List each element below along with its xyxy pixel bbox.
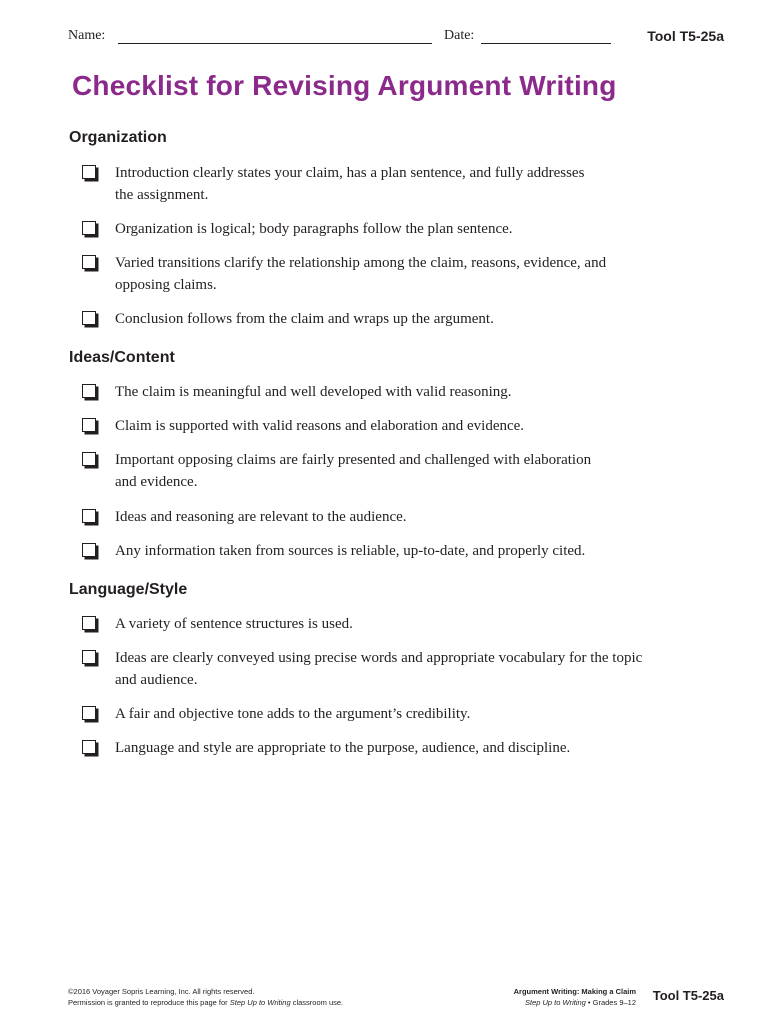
section-heading-language-style: Language/Style	[69, 581, 188, 598]
tool-id: Tool T5-25a	[647, 28, 724, 44]
footer-tool-id: Tool T5-25a	[652, 988, 724, 1003]
name-field[interactable]	[118, 43, 432, 44]
copyright-text: ©2016 Voyager Sopris Learning, Inc. All rights reserved.	[68, 987, 255, 996]
checklist-item-text: A fair and objective tone adds to the argument’s credibility.	[115, 706, 471, 722]
checklist-item[interactable]	[82, 506, 702, 528]
footer-copyright	[68, 986, 343, 1008]
checklist-item-text: Organization is logical; body paragraphs follow the plan sentence.	[115, 221, 513, 237]
checklist-item-text: Introduction clearly states your claim, has a plan sentence, and fully addresses the assignment.	[115, 165, 585, 203]
series-grades: Step Up to Writing • Grades 9–12	[524, 998, 636, 1007]
checklist-item-text: Varied transitions clarify the relationship among the claim, reasons, evidence, and opposing claims.	[115, 255, 607, 293]
checkbox[interactable]	[82, 706, 96, 720]
checklist-item[interactable]	[82, 737, 702, 759]
checkbox[interactable]	[82, 255, 96, 269]
checklist-item-text: Claim is supported with valid reasons and elaboration and evidence.	[115, 418, 525, 434]
checklist-item-text: The claim is meaningful and well developed with valid reasoning.	[115, 384, 512, 400]
checkbox[interactable]	[82, 543, 96, 557]
checklist-item[interactable]	[82, 218, 702, 240]
checkbox[interactable]	[82, 418, 96, 432]
checklist-item[interactable]	[82, 162, 702, 206]
checklist-item-text: Ideas are clearly conveyed using precise words and appropriate vocabulary for the topic and audience.	[115, 650, 643, 688]
checkbox[interactable]	[82, 311, 96, 325]
checkbox[interactable]	[82, 616, 96, 630]
checkbox[interactable]	[82, 221, 96, 235]
checkbox[interactable]	[82, 509, 96, 523]
footer-book-info	[514, 986, 636, 1008]
section-heading-ideas-content: Ideas/Content	[69, 349, 175, 366]
checkbox[interactable]	[82, 452, 96, 466]
checklist-item[interactable]	[82, 540, 702, 562]
page-header	[68, 28, 724, 48]
checklist-item[interactable]	[82, 415, 702, 437]
checklist-item[interactable]	[82, 308, 702, 330]
checklist-item-text: Ideas and reasoning are relevant to the audience.	[115, 509, 407, 525]
checkbox[interactable]	[82, 740, 96, 754]
date-field[interactable]	[481, 43, 611, 44]
checklist-item[interactable]	[82, 252, 702, 296]
section-heading-organization: Organization	[69, 129, 167, 146]
checklist-item-text: Conclusion follows from the claim and wraps up the argument.	[115, 311, 494, 327]
permission-text: Permission is granted to reproduce this page for Step Up to Writing classroom use.	[68, 998, 344, 1007]
checklist-item[interactable]	[82, 647, 702, 691]
checklist-item-text: Important opposing claims are fairly presented and challenged with elaboration and evidence.	[115, 452, 592, 490]
checkbox[interactable]	[82, 650, 96, 664]
checklist-item[interactable]	[82, 449, 702, 493]
date-label: Date:	[444, 28, 475, 43]
checklist-item[interactable]	[82, 613, 702, 635]
checklist-item[interactable]	[82, 381, 702, 403]
checkbox[interactable]	[82, 165, 96, 179]
checklist-item-text: Language and style are appropriate to the purpose, audience, and discipline.	[115, 740, 571, 756]
checkbox[interactable]	[82, 384, 96, 398]
checklist-item[interactable]	[82, 703, 702, 725]
page-title: Checklist for Revising Argument Writing	[72, 70, 617, 101]
name-label: Name:	[68, 28, 106, 43]
book-title: Argument Writing: Making a Claim	[513, 987, 636, 996]
checklist-item-text: Any information taken from sources is reliable, up-to-date, and properly cited.	[115, 543, 586, 559]
checklist-item-text: A variety of sentence structures is used.	[115, 616, 353, 632]
